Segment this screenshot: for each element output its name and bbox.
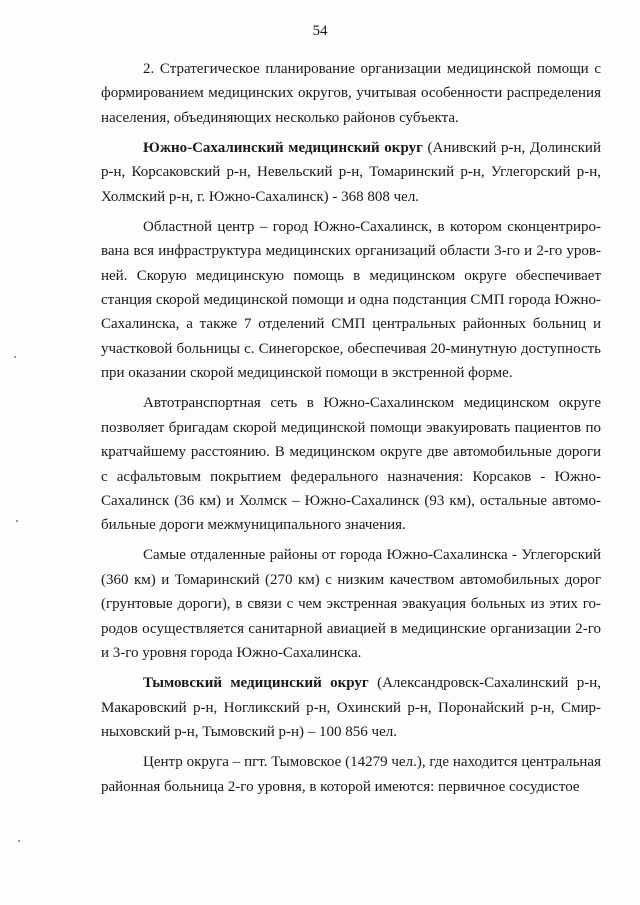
paragraph-regional-center [101,215,601,386]
paragraph-remote-areas [101,543,601,665]
paragraph-text: Самые отдаленные районы от города Южно-Сахалинска - Углегорский (360 км) и Томаринский (270 км) с низким качеством автомобильных дорог (грунтовые дороги), в связи с чем экстренная эвакуация больных из этих городов осуществляется санитарной авиацией в медицинские организации 2-го и 3-го уровня города Южно-Сахалинска. [101,547,601,662]
paragraph-yuzhno-sakhalinsk-district [101,136,601,209]
paragraph-tymovsky-district [101,671,601,744]
page-number: 54 [312,23,328,39]
scan-speck [16,520,18,522]
paragraph-district-center [101,750,601,799]
document-body [101,57,601,799]
scan-speck [14,356,16,358]
paragraph-strategic-planning [101,57,601,130]
district-heading: Южно-Сахалинский медицинский округ [143,139,423,156]
district-heading: Тымовский медицинский округ [143,675,369,692]
paragraph-text: Автотранспортная сеть в Южно-Сахалинском медицинском округе позволяет бригадам скорой медицинской помощи эвакуировать пациентов по кратчайшему расстоянию. В медицинском округе две автомобильные дороги с асфальтовым покрытием федерального назначения: Корсаков - Южно-Сахалинск (36 км) и Холмск – Южно-Сахалинск (93 км), остальные автомобильные дороги межмуниципального значения. [101,395,601,534]
scan-speck [18,840,20,842]
paragraph-text: 2. Стратегическое планирование организации медицинской помощи с формированием медицинских округов, учитывая особенности распределения населения, объединяющих несколько районов субъекта. [101,61,601,126]
paragraph-road-network [101,391,601,537]
paragraph-text: (Анивский р-н, Долинский р-н, Корсаковский р-н, Невельский р-н, Томаринский р-н, Углегорский р-н, Холмский р-н, г. Южно-Сахалинск) - 368 808 чел. [101,139,601,205]
paragraph-text: Областной центр – город Южно-Сахалинск, в котором сконцентрирована вся инфраструктура медицинских организаций области 3-го и 2-го уровней. Скорую медицинскую помощь в медицинском округе обеспечивает станция скорой медицинской помощи и одна подстанция СМП города Южно-Сахалинска, а также 7 отделений СМП центральных районных больниц и участковой больницы с. Синегорское, обеспечивая 20-минутную доступность при оказании скорой медицинской помощи в экстренной форме. [101,218,601,382]
paragraph-text: Центр округа – пгт. Тымовское (14279 чел.), где находится центральная районная больница 2-го уровня, в которой имеются: первичное сосудистое [101,754,601,795]
paragraph-text: (Александровск-Сахалинский р-н, Макаровский р-н, Ногликский р-н, Охинский р-н, Поронайский р-н, Смирныховский р-н, Тымовский р-н) – 100 856 чел. [101,675,601,740]
